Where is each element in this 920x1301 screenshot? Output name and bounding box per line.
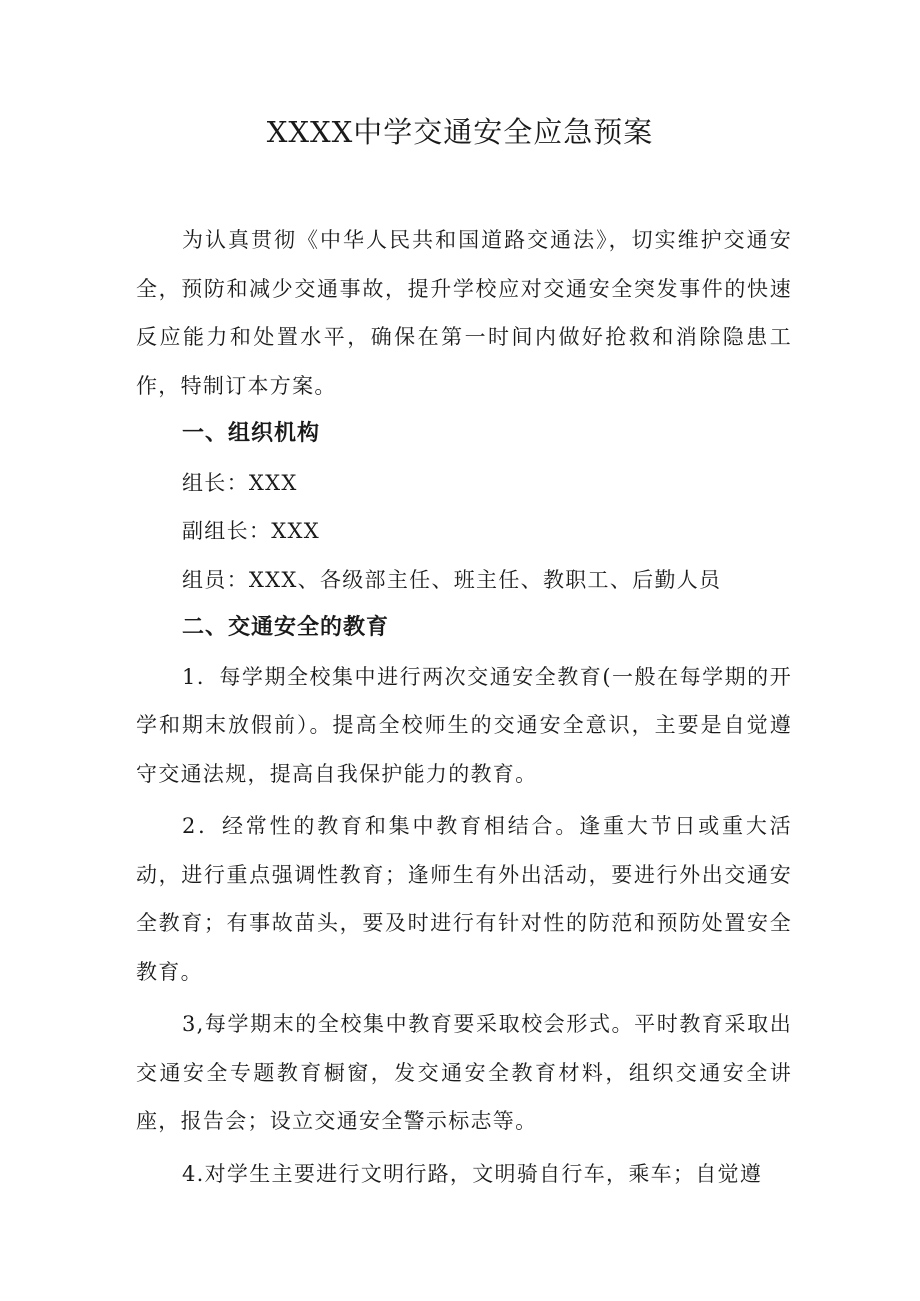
- intro-paragraph: 为认真贯彻《中华人民共和国道路交通法》，切实维护交通安全，预防和减少交通事故，提升学校应对交通安全突发事件的快速反应能力和处置水平，确保在第一时间内做好抢救和消除隐患工作，特制订本方案。: [136, 228, 792, 398]
- education-item-3: 3,每学期末的全校集中教育要采取校会形式。平时教育采取出交通安全专题教育橱窗，发交通安全教育材料，组织交通安全讲座，报告会；设立交通安全警示标志等。: [136, 1012, 792, 1133]
- education-item-4: 4.对学生主要进行文明行路，文明骑自行车，乘车；自觉遵: [182, 1161, 763, 1186]
- org-members: 组员：XXX、各级部主任、班主任、教职工、后勤人员: [182, 567, 722, 592]
- document-body: [136, 216, 792, 1198]
- org-leader: 组长：XXX: [182, 470, 298, 495]
- org-deputy-leader: 副组长：XXX: [182, 519, 320, 543]
- education-item-1: 1．每学期全校集中进行两次交通安全教育(一般在每学期的开学和期末放假前）。提高全校师生的交通安全意识，主要是自觉遵守交通法规，提高自我保护能力的教育。: [136, 664, 792, 786]
- section-heading-organization: 一、组织机构: [182, 421, 321, 446]
- section-heading-education: 二、交通安全的教育: [182, 615, 390, 640]
- education-item-2: 2．经常性的教育和集中教育相结合。逢重大节日或重大活动，进行重点强调性教育；逢师生有外出活动，要进行外出交通安全教育；有事故苗头，要及时进行有针对性的防范和预防处置安全教育。: [136, 814, 792, 984]
- document-title: XXXX中学交通安全应急预案: [266, 115, 654, 149]
